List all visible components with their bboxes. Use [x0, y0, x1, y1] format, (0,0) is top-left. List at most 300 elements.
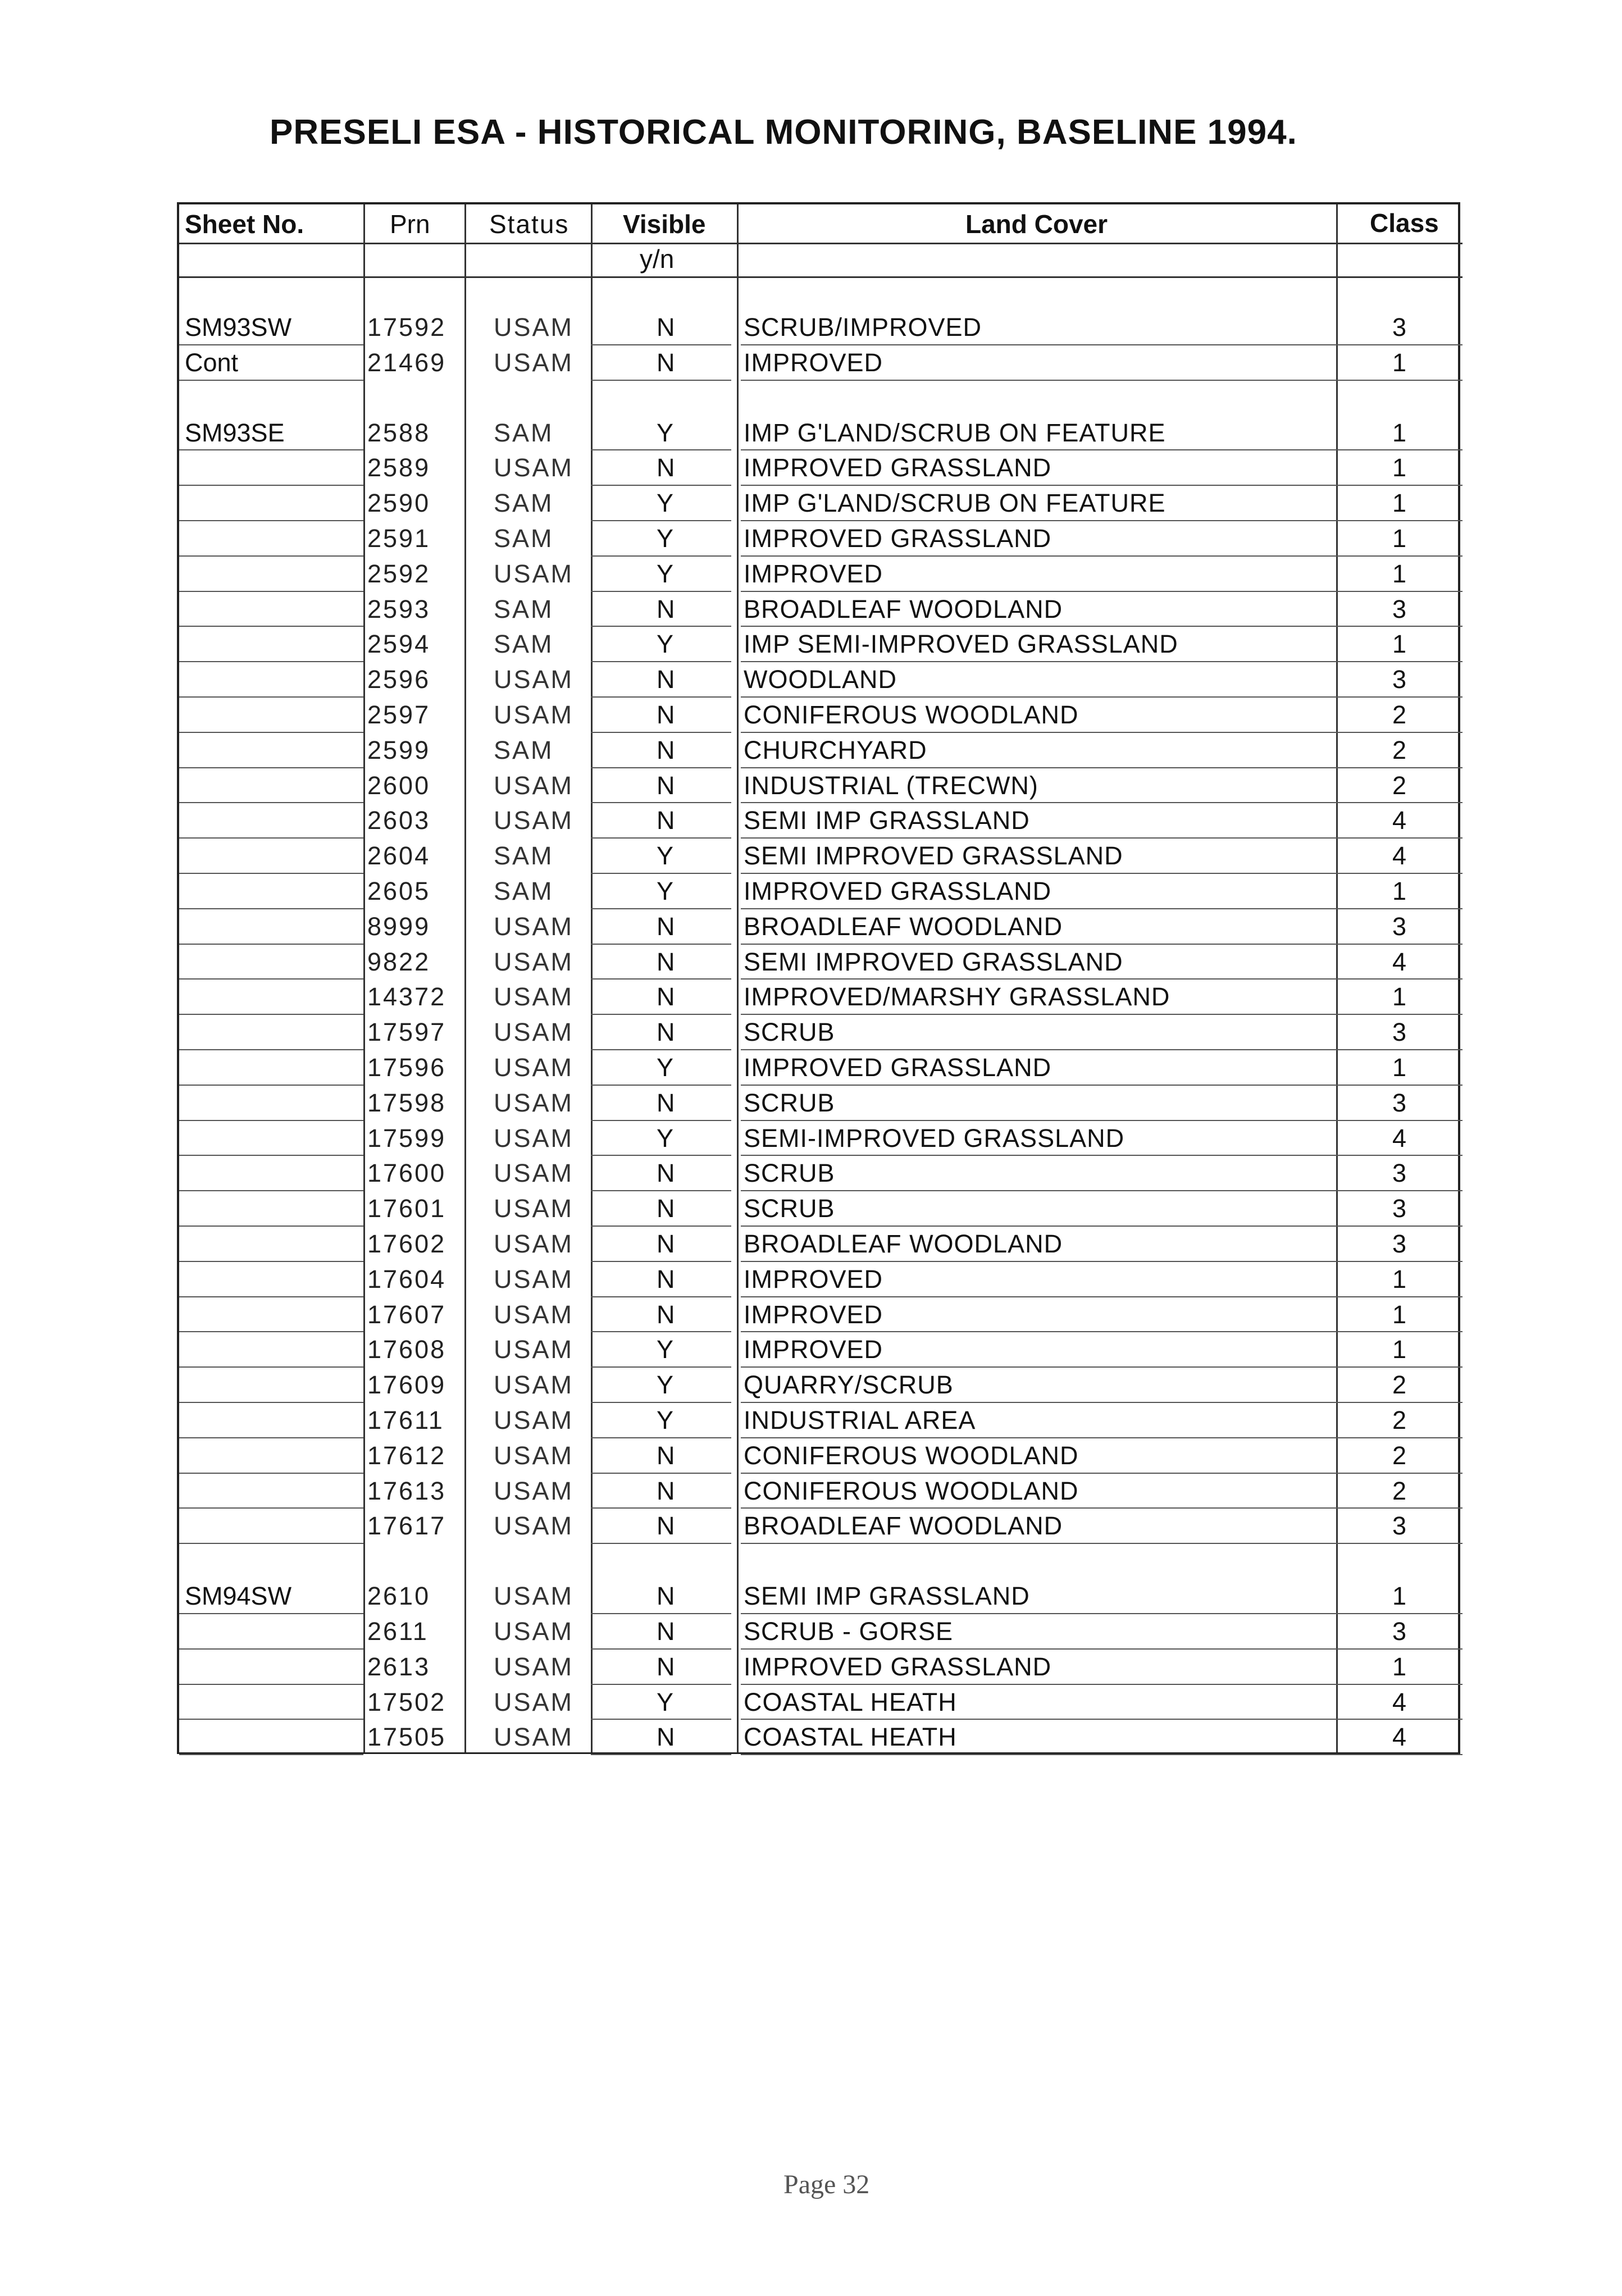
- row-rule: [741, 380, 1336, 381]
- visible-value: N: [657, 1723, 675, 1752]
- prn-value: 17598: [367, 1088, 446, 1117]
- row-rule: [741, 1437, 1336, 1438]
- row-rule: [741, 1261, 1336, 1262]
- row-rule: [741, 873, 1336, 874]
- land-cover-value: SCRUB: [744, 1159, 835, 1188]
- row-rule: [741, 661, 1336, 662]
- prn-value: 2604: [367, 841, 431, 871]
- status-value: SAM: [494, 841, 554, 871]
- prn-value: 17612: [367, 1441, 446, 1470]
- visible-value: N: [657, 1582, 675, 1611]
- land-cover-value: IMPROVED: [744, 1300, 883, 1329]
- class-value: 3: [1392, 1159, 1407, 1188]
- prn-value: 17600: [367, 1159, 446, 1188]
- row-rule: [591, 837, 731, 839]
- row-rule: [741, 626, 1336, 627]
- visible-value: N: [657, 1511, 675, 1541]
- land-cover-value: IMPROVED: [744, 1264, 883, 1293]
- prn-value: 8999: [367, 912, 431, 941]
- row-rule: [591, 767, 731, 768]
- land-cover-value: IMPROVED GRASSLAND: [744, 877, 1052, 905]
- class-value: 1: [1392, 559, 1407, 588]
- row-rule: [741, 944, 1336, 945]
- row-rule: [591, 1331, 731, 1332]
- row-rule: [591, 1648, 731, 1650]
- row-rule: [741, 1402, 1336, 1403]
- land-cover-value: IMPROVED GRASSLAND: [744, 1652, 1052, 1681]
- header-land-cover: Land Cover: [965, 209, 1108, 239]
- visible-value: Y: [657, 1053, 674, 1082]
- class-value: 1: [1392, 1264, 1407, 1293]
- header-status: Status: [489, 209, 569, 239]
- visible-value: Y: [657, 630, 674, 659]
- prn-value: 17597: [367, 1018, 446, 1047]
- land-cover-value: SEMI IMP GRASSLAND: [744, 806, 1030, 835]
- row-rule: [591, 978, 731, 980]
- visible-value: Y: [657, 1370, 674, 1400]
- row-rule: [591, 520, 731, 521]
- class-value: 1: [1392, 630, 1407, 659]
- visible-value: Y: [657, 1335, 674, 1364]
- prn-value: 2596: [367, 665, 431, 694]
- row-rule: [741, 978, 1336, 980]
- row-rule: [591, 1754, 731, 1755]
- row-rule: [591, 1613, 731, 1614]
- visible-value: N: [657, 1088, 675, 1117]
- row-rule: [179, 661, 363, 662]
- prn-value: 2592: [367, 559, 431, 588]
- row-rule: [741, 1085, 1336, 1086]
- status-value: SAM: [494, 630, 554, 659]
- class-value: 1: [1392, 489, 1407, 518]
- class-value: 3: [1392, 1194, 1407, 1223]
- row-rule: [179, 1296, 363, 1297]
- row-rule: [179, 1261, 363, 1262]
- status-value: USAM: [494, 1264, 574, 1293]
- land-cover-value: IMPROVED: [744, 348, 883, 377]
- class-value: 3: [1392, 313, 1407, 341]
- row-rule: [741, 1226, 1336, 1227]
- visible-value: N: [657, 700, 675, 729]
- row-rule: [741, 1613, 1336, 1614]
- prn-value: 2605: [367, 877, 431, 905]
- column-divider: [464, 204, 466, 1752]
- prn-value: 17599: [367, 1123, 446, 1152]
- class-value: 2: [1392, 1406, 1407, 1434]
- prn-value: 2590: [367, 489, 431, 518]
- row-rule: [741, 344, 1336, 345]
- row-rule: [1336, 449, 1462, 450]
- land-cover-value: IMPROVED/MARSHY GRASSLAND: [744, 982, 1170, 1012]
- status-value: SAM: [494, 418, 554, 447]
- row-rule: [741, 1331, 1336, 1332]
- row-rule: [741, 1648, 1336, 1650]
- prn-value: 2597: [367, 700, 431, 729]
- row-rule: [1336, 1473, 1462, 1474]
- visible-value: Y: [657, 1687, 674, 1716]
- row-rule: [1336, 1190, 1462, 1191]
- row-rule: [179, 380, 363, 381]
- status-value: USAM: [494, 1723, 574, 1752]
- class-value: 4: [1392, 947, 1407, 976]
- prn-value: 17502: [367, 1687, 446, 1716]
- row-rule: [179, 485, 363, 486]
- row-rule: [179, 1085, 363, 1086]
- row-rule: [179, 1402, 363, 1403]
- land-cover-value: SCRUB - GORSE: [744, 1617, 954, 1646]
- status-value: USAM: [494, 559, 574, 588]
- status-value: SAM: [494, 524, 554, 553]
- visible-value: N: [657, 771, 675, 800]
- visible-value: N: [657, 313, 675, 341]
- status-value: USAM: [494, 348, 574, 377]
- visible-value: Y: [657, 877, 674, 905]
- status-value: SAM: [494, 489, 554, 518]
- class-value: 4: [1392, 841, 1407, 871]
- status-value: SAM: [494, 877, 554, 905]
- prn-value: 17617: [367, 1511, 446, 1541]
- land-cover-value: IMPROVED GRASSLAND: [744, 1053, 1052, 1082]
- status-value: USAM: [494, 700, 574, 729]
- row-rule: [179, 944, 363, 945]
- row-rule: [741, 1543, 1336, 1544]
- class-value: 4: [1392, 806, 1407, 835]
- row-rule: [179, 1543, 363, 1544]
- prn-value: 2611: [367, 1617, 429, 1646]
- visible-value: N: [657, 594, 675, 623]
- row-rule: [179, 837, 363, 839]
- row-rule: [1336, 1226, 1462, 1227]
- row-rule: [741, 555, 1336, 557]
- status-value: USAM: [494, 806, 574, 835]
- row-rule: [741, 732, 1336, 733]
- land-cover-value: CHURCHYARD: [744, 735, 927, 764]
- visible-value: N: [657, 1018, 675, 1047]
- prn-value: 17604: [367, 1264, 446, 1293]
- visible-value: Y: [657, 489, 674, 518]
- row-rule: [1336, 1507, 1462, 1509]
- sheet-number: SM93SE: [185, 418, 285, 447]
- row-rule: [1336, 1296, 1462, 1297]
- row-rule: [591, 944, 731, 945]
- row-rule: [179, 1049, 363, 1050]
- land-cover-value: SEMI IMP GRASSLAND: [744, 1582, 1030, 1611]
- prn-value: 17505: [367, 1723, 446, 1752]
- row-rule: [591, 908, 731, 909]
- class-value: 3: [1392, 1617, 1407, 1646]
- row-rule: [741, 1507, 1336, 1509]
- status-value: USAM: [494, 1406, 574, 1434]
- visible-value: N: [657, 1300, 675, 1329]
- sheet-number: SM93SW: [185, 313, 292, 341]
- row-rule: [1336, 1719, 1462, 1720]
- row-rule: [741, 449, 1336, 450]
- prn-value: 14372: [367, 982, 446, 1012]
- sheet-number: SM94SW: [185, 1582, 292, 1611]
- row-rule: [741, 696, 1336, 698]
- class-value: 3: [1392, 912, 1407, 941]
- row-rule: [1336, 908, 1462, 909]
- row-rule: [741, 1719, 1336, 1720]
- visible-value: N: [657, 806, 675, 835]
- prn-value: 2591: [367, 524, 431, 553]
- row-rule: [1336, 1402, 1462, 1403]
- status-value: USAM: [494, 1194, 574, 1223]
- status-value: USAM: [494, 1652, 574, 1681]
- column-divider: [363, 204, 365, 1752]
- class-value: 4: [1392, 1123, 1407, 1152]
- land-cover-value: INDUSTRIAL (TRECWN): [744, 771, 1038, 800]
- row-rule: [741, 1296, 1336, 1297]
- row-rule: [179, 1473, 363, 1474]
- class-value: 1: [1392, 1335, 1407, 1364]
- row-rule: [1336, 380, 1462, 381]
- row-rule: [1336, 1261, 1462, 1262]
- row-rule: [179, 555, 363, 557]
- status-value: USAM: [494, 1053, 574, 1082]
- visible-value: Y: [657, 418, 674, 447]
- land-cover-value: IMP G'LAND/SCRUB ON FEATURE: [744, 418, 1166, 447]
- row-rule: [1336, 696, 1462, 698]
- prn-value: 2589: [367, 453, 431, 482]
- row-rule: [1336, 837, 1462, 839]
- status-value: USAM: [494, 1229, 574, 1258]
- status-value: USAM: [494, 1582, 574, 1611]
- visible-value: N: [657, 982, 675, 1012]
- status-value: USAM: [494, 982, 574, 1012]
- row-rule: [591, 591, 731, 592]
- header-visible: Visible: [623, 209, 706, 239]
- status-value: USAM: [494, 1300, 574, 1329]
- row-rule: [179, 1613, 363, 1614]
- row-rule: [741, 1120, 1336, 1121]
- row-rule: [179, 626, 363, 627]
- row-rule: [591, 696, 731, 698]
- row-rule: [741, 485, 1336, 486]
- row-rule: [591, 802, 731, 803]
- visible-value: N: [657, 1159, 675, 1188]
- row-rule: [1336, 344, 1462, 345]
- status-value: USAM: [494, 1687, 574, 1716]
- row-rule: [1336, 1754, 1462, 1755]
- class-value: 3: [1392, 1511, 1407, 1541]
- row-rule: [741, 1366, 1336, 1368]
- row-rule: [1336, 978, 1462, 980]
- class-value: 2: [1392, 771, 1407, 800]
- header-rule: [179, 243, 1462, 244]
- status-value: USAM: [494, 665, 574, 694]
- row-rule: [179, 1226, 363, 1227]
- visible-value: Y: [657, 524, 674, 553]
- class-value: 1: [1392, 982, 1407, 1012]
- row-rule: [1336, 767, 1462, 768]
- class-value: 1: [1392, 877, 1407, 905]
- header-class: Class: [1370, 208, 1439, 238]
- status-value: USAM: [494, 1476, 574, 1505]
- header-visible-sub: y/n: [640, 244, 675, 274]
- row-rule: [179, 520, 363, 521]
- row-rule: [741, 591, 1336, 592]
- row-rule: [591, 1402, 731, 1403]
- row-rule: [179, 1754, 363, 1755]
- row-rule: [591, 485, 731, 486]
- row-rule: [179, 344, 363, 345]
- class-value: 1: [1392, 348, 1407, 377]
- row-rule: [591, 661, 731, 662]
- row-rule: [1336, 661, 1462, 662]
- row-rule: [179, 1331, 363, 1332]
- row-rule: [179, 1155, 363, 1156]
- row-rule: [591, 555, 731, 557]
- class-value: 1: [1392, 524, 1407, 553]
- class-value: 1: [1392, 1582, 1407, 1611]
- row-rule: [591, 1226, 731, 1227]
- visible-value: N: [657, 1476, 675, 1505]
- row-rule: [179, 908, 363, 909]
- visible-value: Y: [657, 1406, 674, 1434]
- status-value: USAM: [494, 912, 574, 941]
- row-rule: [591, 1719, 731, 1720]
- row-rule: [179, 591, 363, 592]
- row-rule: [591, 732, 731, 733]
- land-cover-value: SEMI IMPROVED GRASSLAND: [744, 947, 1123, 976]
- row-rule: [179, 802, 363, 803]
- row-rule: [591, 1437, 731, 1438]
- status-value: USAM: [494, 1335, 574, 1364]
- monitoring-table: [177, 202, 1460, 1754]
- status-value: USAM: [494, 1018, 574, 1047]
- row-rule: [741, 802, 1336, 803]
- class-value: 2: [1392, 735, 1407, 764]
- prn-value: 2588: [367, 418, 431, 447]
- land-cover-value: IMPROVED: [744, 559, 883, 588]
- visible-value: N: [657, 1617, 675, 1646]
- land-cover-value: WOODLAND: [744, 665, 897, 694]
- row-rule: [179, 1437, 363, 1438]
- row-rule: [741, 1049, 1336, 1050]
- class-value: 2: [1392, 1441, 1407, 1470]
- status-value: USAM: [494, 1441, 574, 1470]
- land-cover-value: SCRUB: [744, 1194, 835, 1223]
- status-value: USAM: [494, 771, 574, 800]
- row-rule: [1336, 1366, 1462, 1368]
- row-rule: [591, 1049, 731, 1050]
- land-cover-value: BROADLEAF WOODLAND: [744, 1229, 1063, 1258]
- prn-value: 17607: [367, 1300, 446, 1329]
- land-cover-value: SEMI IMPROVED GRASSLAND: [744, 841, 1123, 871]
- row-rule: [1336, 1437, 1462, 1438]
- column-divider: [737, 204, 739, 1752]
- status-value: USAM: [494, 1511, 574, 1541]
- row-rule: [741, 767, 1336, 768]
- visible-value: N: [657, 1229, 675, 1258]
- row-rule: [1336, 1543, 1462, 1544]
- land-cover-value: BROADLEAF WOODLAND: [744, 1511, 1063, 1541]
- class-value: 2: [1392, 700, 1407, 729]
- status-value: USAM: [494, 1159, 574, 1188]
- prn-value: 17609: [367, 1370, 446, 1400]
- row-rule: [179, 873, 363, 874]
- header-sheet: Sheet No.: [185, 209, 304, 239]
- prn-value: 2610: [367, 1582, 431, 1611]
- row-rule: [1336, 520, 1462, 521]
- row-rule: [591, 1014, 731, 1015]
- row-rule: [1336, 1331, 1462, 1332]
- row-rule: [1336, 1155, 1462, 1156]
- land-cover-value: IMPROVED GRASSLAND: [744, 524, 1052, 553]
- visible-value: N: [657, 453, 675, 482]
- row-rule: [1336, 626, 1462, 627]
- row-rule: [591, 1296, 731, 1297]
- visible-value: Y: [657, 1123, 674, 1152]
- class-value: 3: [1392, 1018, 1407, 1047]
- prn-value: 17608: [367, 1335, 446, 1364]
- class-value: 3: [1392, 665, 1407, 694]
- visible-value: N: [657, 1194, 675, 1223]
- land-cover-value: QUARRY/SCRUB: [744, 1370, 954, 1400]
- visible-value: N: [657, 912, 675, 941]
- row-rule: [741, 1190, 1336, 1191]
- land-cover-value: CONIFEROUS WOODLAND: [744, 1441, 1079, 1470]
- land-cover-value: SEMI-IMPROVED GRASSLAND: [744, 1123, 1125, 1152]
- row-rule: [1336, 944, 1462, 945]
- prn-value: 2613: [367, 1652, 431, 1681]
- row-rule: [179, 978, 363, 980]
- row-rule: [1336, 802, 1462, 803]
- row-rule: [179, 1190, 363, 1191]
- row-rule: [591, 1543, 731, 1544]
- row-rule: [1336, 591, 1462, 592]
- row-rule: [591, 1684, 731, 1685]
- row-rule: [179, 1719, 363, 1720]
- sheet-cont-label: Cont: [185, 348, 239, 377]
- class-value: 1: [1392, 418, 1407, 447]
- row-rule: [741, 1014, 1336, 1015]
- header-rule: [179, 276, 1462, 278]
- row-rule: [591, 1366, 731, 1368]
- row-rule: [591, 1085, 731, 1086]
- row-rule: [741, 1473, 1336, 1474]
- land-cover-value: INDUSTRIAL AREA: [744, 1406, 976, 1434]
- class-value: 1: [1392, 1053, 1407, 1082]
- row-rule: [741, 1155, 1336, 1156]
- row-rule: [179, 732, 363, 733]
- status-value: USAM: [494, 313, 574, 341]
- row-rule: [1336, 1684, 1462, 1685]
- row-rule: [179, 1648, 363, 1650]
- prn-value: 21469: [367, 348, 446, 377]
- land-cover-value: CONIFEROUS WOODLAND: [744, 700, 1079, 729]
- class-value: 4: [1392, 1687, 1407, 1716]
- land-cover-value: BROADLEAF WOODLAND: [744, 594, 1063, 623]
- row-rule: [591, 1190, 731, 1191]
- prn-value: 17596: [367, 1053, 446, 1082]
- row-rule: [1336, 732, 1462, 733]
- row-rule: [179, 767, 363, 768]
- row-rule: [591, 1120, 731, 1121]
- prn-value: 17613: [367, 1476, 446, 1505]
- row-rule: [741, 1684, 1336, 1685]
- row-rule: [1336, 1085, 1462, 1086]
- row-rule: [1336, 485, 1462, 486]
- header-prn: Prn: [390, 209, 430, 239]
- row-rule: [591, 873, 731, 874]
- land-cover-value: IMP SEMI-IMPROVED GRASSLAND: [744, 630, 1178, 659]
- prn-value: 17602: [367, 1229, 446, 1258]
- prn-value: 9822: [367, 947, 431, 976]
- class-value: 3: [1392, 1088, 1407, 1117]
- land-cover-value: COASTAL HEATH: [744, 1687, 957, 1716]
